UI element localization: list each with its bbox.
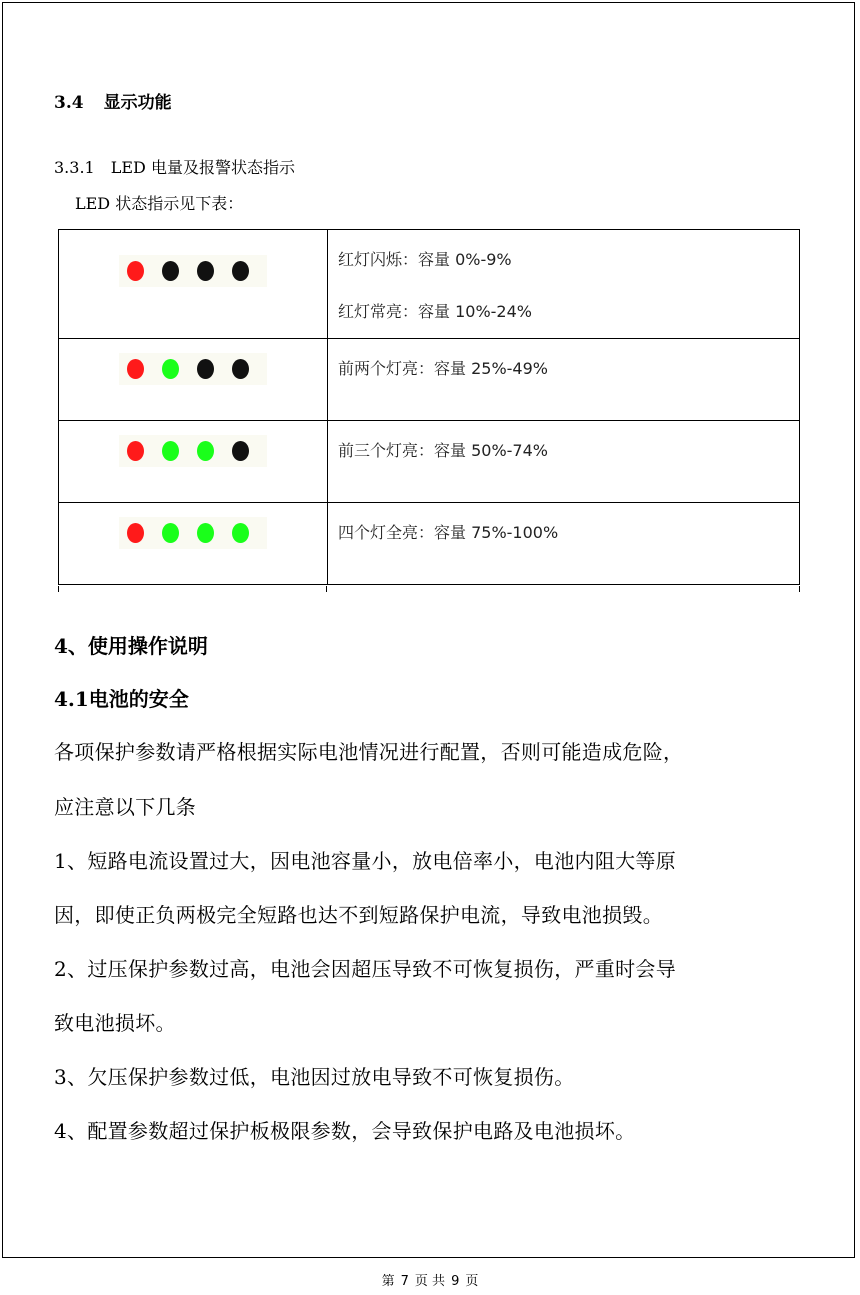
- body-paragraph-line: 各项保护参数请严格根据实际电池情况进行配置，否则可能造成危险，: [54, 740, 684, 764]
- section-title: LED 电量及报警状态指示: [110, 158, 295, 177]
- footer-middle: 页 共: [414, 1274, 446, 1289]
- led-strip: [119, 255, 267, 287]
- status-description: 四个灯全亮：容量 75%-100%: [338, 523, 559, 542]
- status-description: 前两个灯亮：容量 25%-49%: [338, 359, 548, 378]
- led-strip: [119, 517, 267, 549]
- description-cell: [328, 339, 800, 421]
- section-3-3-1-heading: [54, 155, 295, 178]
- body-paragraph-line: 因，即使正负两极完全短路也达不到短路保护电流，导致电池损毁。: [54, 903, 663, 927]
- led-intro-text: LED 状态指示见下表：: [75, 194, 244, 213]
- table-border-stub: [799, 586, 800, 592]
- section-number: 3.4: [54, 93, 84, 113]
- led-indicator-cell: [59, 421, 328, 503]
- led-off-icon: [197, 359, 214, 379]
- table-border-stub: [326, 586, 327, 592]
- led-indicator-cell: [59, 503, 328, 585]
- body-paragraph-line: 2、过压保护参数过高，电池会因超压导致不可恢复损伤，严重时会导: [54, 957, 677, 981]
- table-row: [59, 339, 800, 421]
- status-description: 红灯常亮：容量 10%-24%: [338, 302, 532, 321]
- section-4-1-heading: 4.1电池的安全: [54, 687, 189, 711]
- footer-prefix: 第: [381, 1274, 395, 1289]
- table-continuation: [58, 586, 800, 592]
- led-green-icon: [162, 359, 179, 379]
- led-green-icon: [162, 523, 179, 543]
- led-off-icon: [232, 359, 249, 379]
- body-paragraph-line: 4、配置参数超过保护板极限参数，会导致保护电路及电池损坏。: [54, 1119, 636, 1143]
- led-off-icon: [232, 261, 249, 281]
- footer-suffix: 页: [465, 1274, 479, 1289]
- body-paragraph-line: 致电池损坏。: [54, 1011, 176, 1035]
- section-title: 显示功能: [103, 93, 172, 113]
- table-row: [59, 421, 800, 503]
- description-cell: [328, 230, 800, 339]
- section-number: 3.3.1: [54, 158, 95, 177]
- table-border-stub: [58, 586, 59, 592]
- led-strip: [119, 353, 267, 385]
- led-green-icon: [162, 441, 179, 461]
- led-red-icon: [127, 359, 144, 379]
- led-status-table: [58, 229, 800, 585]
- led-red-icon: [127, 441, 144, 461]
- led-off-icon: [232, 441, 249, 461]
- status-description: 红灯闪烁：容量 0%-9%: [338, 250, 512, 269]
- body-paragraph-line: 应注意以下几条: [54, 795, 197, 819]
- table-row: [59, 503, 800, 585]
- led-strip: [119, 435, 267, 467]
- table-row: [59, 230, 800, 339]
- section-4-heading: 4、使用操作说明: [54, 634, 208, 658]
- description-cell: [328, 421, 800, 503]
- led-indicator-cell: [59, 339, 328, 421]
- led-off-icon: [162, 261, 179, 281]
- page-footer: [0, 1270, 860, 1289]
- led-red-icon: [127, 261, 144, 281]
- led-green-icon: [197, 441, 214, 461]
- footer-page-number: 7: [400, 1274, 409, 1289]
- led-indicator-cell: [59, 230, 328, 339]
- body-paragraph-line: 3、欠压保护参数过低，电池因过放电导致不可恢复损伤。: [54, 1065, 575, 1089]
- led-red-icon: [127, 523, 144, 543]
- status-description: 前三个灯亮：容量 50%-74%: [338, 441, 548, 460]
- description-cell: [328, 503, 800, 585]
- led-off-icon: [197, 261, 214, 281]
- section-3-4-heading: [54, 88, 172, 113]
- body-paragraph-line: 1、短路电流设置过大，因电池容量小，放电倍率小，电池内阻大等原: [54, 849, 677, 873]
- led-green-icon: [197, 523, 214, 543]
- led-green-icon: [232, 523, 249, 543]
- footer-total-pages: 9: [451, 1274, 460, 1289]
